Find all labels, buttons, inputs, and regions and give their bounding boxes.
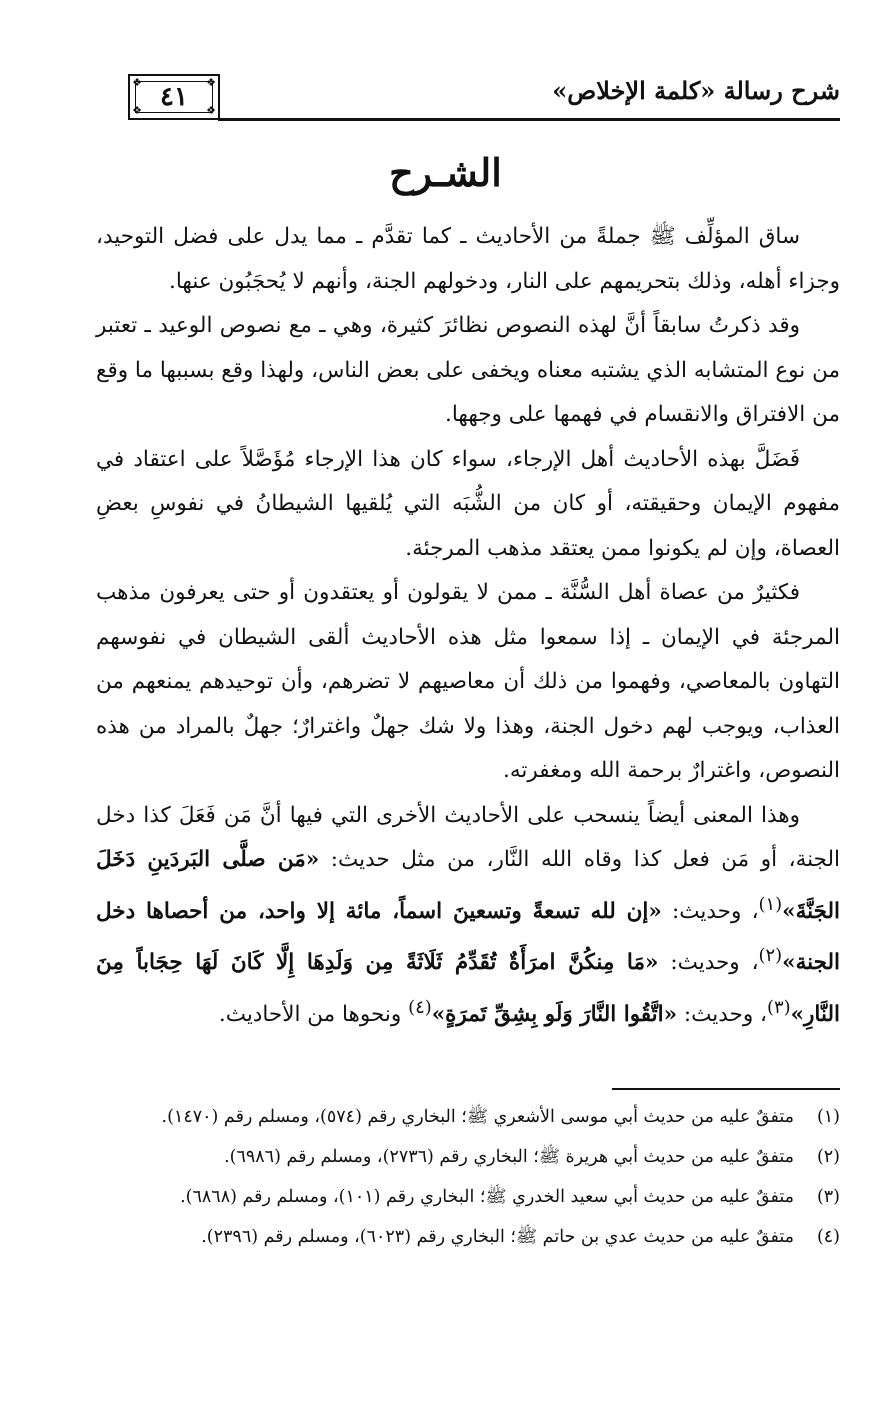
paragraph-hadith-examples <box>96 794 840 1038</box>
running-header <box>100 70 840 130</box>
footnote-text: متفقٌ عليه من حديث عدي بن حاتم ﷺ؛ البخاري رقم (٦٠٢٣)، ومسلم رقم (٢٣٩٦). <box>201 1227 794 1247</box>
footnote <box>96 1140 840 1174</box>
ornament-icon: ❖ <box>206 76 216 89</box>
hadith-quote: «إن لله تسعةً وتسعينَ اسماً، مائة إلا واحد، من أحصاها دخل الجنة» <box>96 898 841 976</box>
footnote <box>96 1220 840 1254</box>
paragraph: ساق المؤلِّف ﷺ جملةً من الأحاديث ـ كما تقدَّم ـ مما يدل على فضل التوحيد، وجزاء أهله، وذلك بتحريمهم على النار، ودخولهم الجنة، وأنهم لا يُحجَبُون عنها. <box>96 224 840 294</box>
footnote-number: (٤) <box>816 1227 840 1247</box>
separator-text: ، وحديث: <box>658 950 759 976</box>
footnote-number: (٣) <box>816 1187 840 1207</box>
running-title: شرح رسالة «كلمة الإخلاص» <box>552 76 840 105</box>
footnote <box>96 1100 840 1134</box>
paragraph-intro: وهذا المعنى أيضاً ينسحب على الأحاديث الأخرى التي فيها أنَّ مَن فَعَلَ كذا دخل الجنة، أو مَن فعل كذا وقاه الله النَّار، من مثل حديث: <box>96 802 840 872</box>
body-text <box>96 215 840 1037</box>
footnote-number: (٢) <box>816 1147 840 1167</box>
footnote-number: (١) <box>816 1107 840 1127</box>
footnote-ref[interactable]: (٢) <box>758 945 783 967</box>
hadith-quote: «مَا مِنكُنَّ امرَأَةٌ تُقَدِّمُ ثَلَاثَةً مِن وَلَدِهَا إِلَّا كَانَ لَهَا حِجَاباً مِنَ النَّارِ» <box>96 950 840 1027</box>
section-title: الشـرح <box>389 150 502 195</box>
footnote <box>96 1180 840 1214</box>
ornament-icon: ❖ <box>132 104 142 117</box>
header-rule <box>218 118 840 121</box>
footnote-text: متفقٌ عليه من حديث أبي موسى الأشعري ﷺ؛ البخاري رقم (٥٧٤)، ومسلم رقم (١٤٧٠). <box>161 1107 794 1127</box>
separator-text: ، وحديث: <box>677 1001 767 1027</box>
page-number: ٤١ <box>160 82 188 112</box>
paragraph: فكثيرٌ من عصاة أهل السُّنَّة ـ ممن لا يقولون أو يعتقدون أو حتى يعرفون مذهب المرجئة في الإيمان ـ إذا سمعوا مثل هذه الأحاديث ألقى الشيطان في نفوسهم التهاون بالمعاصي، وفهموا من ذلك أن معاصيهم لا تضرهم، وأن توحيدهم يمنعهم من العذاب، ويوجب لهم دخول الجنة، وهذا ولا شك جهلٌ واغترارٌ؛ جهلٌ بالمراد من هذه النصوص، واغترارٌ برحمة الله ومغفرته. <box>96 580 840 783</box>
ornament-icon: ❖ <box>206 104 216 117</box>
footnote-text: متفقٌ عليه من حديث أبي سعيد الخدري ﷺ؛ البخاري رقم (١٠١)، ومسلم رقم (٦٨٦٨). <box>180 1187 794 1207</box>
footnotes <box>96 1100 840 1260</box>
footnote-ref[interactable]: (٤) <box>408 996 432 1018</box>
paragraph-outro: ونحوها من الأحاديث. <box>218 1001 409 1027</box>
paragraph: فَضَلَّ بهذه الأحاديث أهل الإرجاء، سواء كان هذا الإرجاء مُؤَصَّلاً على اعتقاد في مفهوم الإيمان وحقيقته، أو كان من الشُّبَه التي يُلقيها الشيطانُ في نفوسِ بعضِ العصاة، وإن لم يكونوا ممن يعتقد مذهب المرجئة. <box>96 446 840 561</box>
hadith-quote: «مَن صلَّى البَردَينِ دَخَلَ الجَنَّةَ» <box>96 847 840 924</box>
ornament-icon: ❖ <box>132 76 142 89</box>
page-number-frame <box>128 74 220 120</box>
separator-text: ، وحديث: <box>661 898 759 924</box>
paragraph: وقد ذكرتُ سابقاً أنَّ لهذه النصوص نظائرَ كثيرة، وهي ـ مع نصوص الوعيد ـ تعتبر من نوع المتشابه الذي يشتبه معناه ويخفى على بعض الناس، ولهذا وقع بسببها ما وقع من الافتراق والانقسام في فهمها على وجهها. <box>96 313 840 427</box>
footnote-text: متفقٌ عليه من حديث أبي هريرة ﷺ؛ البخاري رقم (٢٧٣٦)، ومسلم رقم (٦٩٨٦). <box>224 1147 794 1167</box>
footnote-separator <box>612 1088 840 1090</box>
footnote-ref[interactable]: (٣) <box>766 996 791 1018</box>
hadith-quote: «اتَّقُوا النَّارَ وَلَو بِشِقِّ تَمرَةٍ» <box>431 1001 678 1027</box>
footnote-ref[interactable]: (١) <box>758 893 783 915</box>
